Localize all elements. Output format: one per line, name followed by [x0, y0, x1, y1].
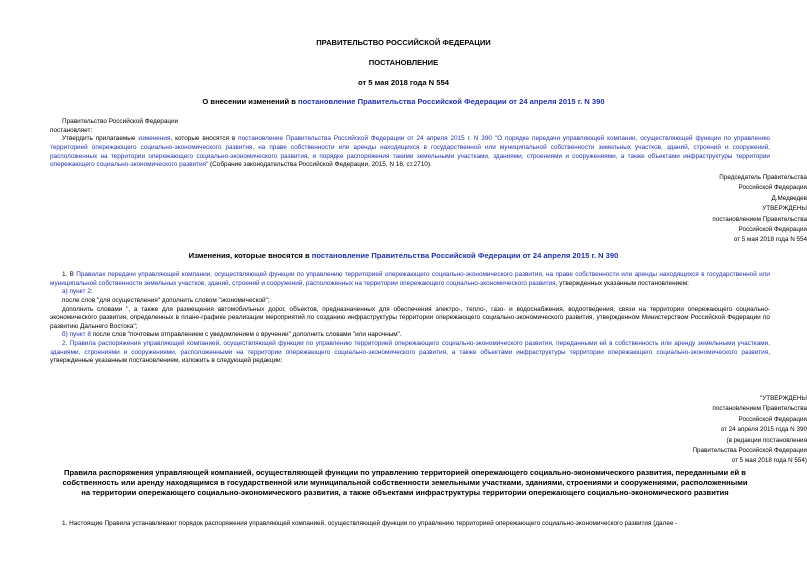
text: после слов "почтовым отправлением с уведомлением о вручении" дополнить словами "или нарочным".	[90, 331, 402, 339]
preamble-line2: постановляет:	[50, 126, 93, 134]
changes-body	[50, 271, 770, 366]
preamble-line1: Правительство Российской Федерации	[62, 118, 179, 125]
approved-line: от 5 мая 2018 года N 554)	[731, 457, 807, 465]
text: :	[90, 288, 93, 296]
signature-line: от 5 мая 2018 года N 554	[733, 236, 807, 244]
approved-block	[0, 394, 807, 467]
doc-type: ПОСТАНОВЛЕНИЕ	[368, 58, 439, 67]
approved-line: от 24 апреля 2015 года N 390	[720, 426, 807, 434]
rules-transfer-link[interactable]: Правилах передачи управляющей компании, осуществляющей функции по управлению территорией опережающего социально-экономического развития, на праве собственности или аренды находящихся в государственной или муниципальной собственности земельных участков, зданий, строений и сооружений, расположенных на территории опережающего социально-экономического развития	[50, 271, 770, 287]
rules-body	[50, 520, 770, 529]
resolution-390-link[interactable]: постановление Правительства Российской Федерации от 24 апреля 2015 г. N 390	[238, 135, 492, 143]
text: , утвержденные указанным постановлением, изложить в следующей редакции:	[50, 348, 770, 365]
text: 1. В	[62, 271, 77, 278]
doc-title-link[interactable]: постановление Правительства Российской Федерации от 24 апреля 2015 г. N 390	[298, 97, 605, 106]
signature-line: Председатель Правительства	[719, 174, 807, 181]
text: , утвержденных указанным постановлением:	[555, 279, 689, 287]
changes-title	[0, 251, 807, 261]
preamble-paragraph	[50, 135, 770, 170]
signature-line: УТВЕРЖДЕНЫ	[762, 205, 807, 213]
signature-line: Российской Федерации	[738, 226, 807, 234]
signature-line: Д.Медведев	[771, 194, 807, 202]
changes-title-prefix: Изменения, которые вносятся в	[188, 251, 312, 260]
rules-disposal-link[interactable]: 2. Правила распоряжения управляющей компанией, осуществляющей функции по управлению территорией опережающего социально-экономического развития, переданными ей в собственность или аренду земельными участками, зданиями, строениями и сооружениями, расположенными на территории опережающего социально-экономического развития, а также объектами инфраструктуры территории опережающего социально-экономического развития	[50, 340, 770, 356]
resolution-390-name: "О порядке передачи управляющей компании, осуществляющей функции по управлению территорией опережающего социально-экономического развития, на праве собственности или аренды находящихся в государственной или муниципальной собственности земельных участков, зданий, строений и сооружений, расположенных на территории опережающего социально-экономического развития, и порядке распоряжения такими земельными участками, зданиями, строениями и сооружениями, а также объектами инфраструктуры территории опережающего социально-экономического развития"	[50, 135, 770, 169]
approved-line: "УТВЕРЖДЕНЫ	[759, 395, 807, 402]
item-2	[50, 340, 770, 366]
item-a-add: дополнить словами ", а также для размещения автомобильных дорог, объектов, предназначенных для обеспечения электро-, тепло-, газо- и водоснабжения, водоотведения, связи на территории опережающего социально-экономического развития, определенных в плане-графике реализации мероприятий по созданию инфраструктуры территории опережающего социально-экономического развития, утвержденном Министерством Российской Федерации по развитию Дальнего Востока";	[50, 305, 770, 330]
signature-line: постановлением Правительства	[712, 215, 807, 223]
text: Утвердить прилагаемые	[62, 135, 139, 143]
doc-title	[0, 97, 807, 107]
changes-title-link[interactable]: постановление Правительства Российской Федерации от 24 апреля 2015 г. N 390	[311, 251, 619, 260]
preamble	[50, 118, 770, 170]
doc-date-number: от 5 мая 2018 года N 554	[358, 78, 449, 87]
approved-line: (в редакции постановления	[726, 436, 807, 444]
signature-line: Российской Федерации	[738, 184, 807, 192]
approved-line: Российской Федерации	[738, 415, 807, 423]
text: , которые вносятся в	[170, 135, 239, 143]
item-b	[50, 331, 770, 340]
point-2-link[interactable]: а) пункт 2	[62, 288, 91, 296]
item-a-after: после слов "для осуществления" дополнить словом "экономической";	[62, 296, 270, 304]
text: (Собрание законодательства Российской Федерации, 2015, N 18, ст.2710).	[208, 161, 432, 169]
org-title: ПРАВИТЕЛЬСТВО РОССИЙСКОЙ ФЕДЕРАЦИИ	[316, 38, 491, 47]
rules-title: Правила распоряжения управляющей компанией, осуществляющей функции по управлению территорией опережающего социально-экономического развития, переданными ей в собственность или аренду находящимся в государственной или муниципальной собственности земельными участками, зданиями, строениями и сооружениями, расположенными на территории опережающего социально-экономического развития, а также объектами инфраструктуры территории опережающего социально-экономического развития	[62, 468, 748, 497]
point-8-link[interactable]: б) пункт 8	[62, 331, 91, 339]
item-a	[50, 288, 770, 297]
changes-link[interactable]: изменения	[138, 135, 171, 143]
rules-point-1: 1. Настоящие Правила устанавливают порядок распоряжения управляющей компанией, осуществляющей функции по управлению территорией опережающего социально-экономического развития (далее -	[62, 520, 678, 527]
signature-block	[0, 173, 807, 246]
approved-line: постановлением Правительства	[712, 405, 807, 413]
item-1	[50, 271, 770, 288]
doc-title-prefix: О внесении изменений в	[202, 97, 298, 106]
approved-line: Правительства Российской Федерации	[692, 447, 807, 455]
